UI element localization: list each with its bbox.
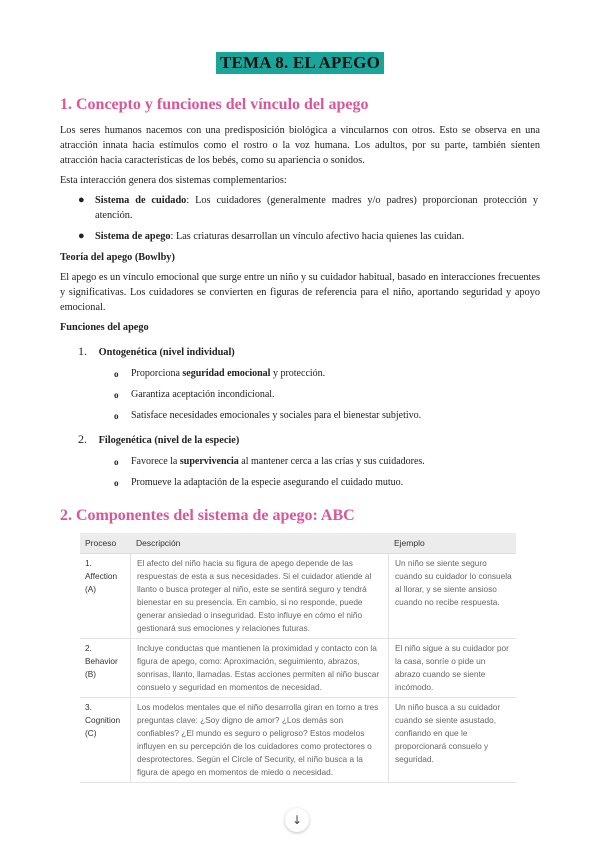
bullet-item: [78, 229, 538, 244]
function-title: Ontogenética (nivel individual): [98, 347, 235, 358]
proceso-number: 3.: [85, 702, 92, 712]
intro-paragraph: Los seres humanos nacemos con una predisposición biológica a vincularnos con otros. Esto se observa en una atracción innata hacia estímulos como el rostro o la voz humana. Los adultos, por su parte, también sienten atracción hacia características de los bebés, como su apariencia o sonidos.: [60, 125, 540, 166]
descripcion-cell: El afecto del niño hacia su figura de apego depende de las respuestas de esta a sus necesidades. Si el cuidador atiende al llanto o busca proteger al niño, este se sentirá seguro y tendrá bienestar en su presencia. En cambio, si no responde, puede generar ansiedad o inseguridad. Esto influye en cómo el niño gestionará sus emociones y relaciones futuras.: [130, 554, 388, 638]
function-subitem: [114, 409, 534, 423]
header-ejemplo: Ejemplo: [394, 537, 425, 548]
table-row: [80, 639, 516, 698]
descripcion-cell: Incluye conductas que mantienen la proximidad y contacto con la figura de apego, como: Aproximación, seguimiento, abrazos, sonrisas, llanto, llamadas. Estas acciones permiten al niño buscar consuelo y seguridad en momentos de necesidad.: [130, 639, 388, 697]
ejemplo-cell: El niño sigue a su cuidador por la casa, sonríe o pide un abrazo cuando se siente incómodo.: [388, 639, 516, 697]
subitem-text: Promueve la adaptación de la especie asegurando el cuidado mutuo.: [131, 477, 404, 488]
function-subitem: [114, 388, 534, 402]
bullet-icon: ●: [78, 194, 85, 206]
circle-bullet-icon: o: [114, 457, 119, 467]
proceso-number: 1.: [85, 558, 92, 568]
arrow-down-icon: ↓: [291, 813, 303, 827]
table-header-row: [80, 533, 516, 554]
proceso-cell: [80, 639, 130, 697]
page-title: TEMA 8. EL APEGO: [216, 52, 384, 74]
function-number: 1.: [78, 344, 87, 358]
table-row: [80, 554, 516, 639]
subitem-bold: seguridad emocional: [182, 368, 271, 379]
proceso-letter: (B): [85, 669, 97, 679]
subitem-text-end: y protección.: [270, 368, 326, 379]
systems-intro: Esta interacción genera dos sistemas complementarios:: [60, 175, 287, 186]
subitem-text: Satisface necesidades emocionales y sociales para el bienestar subjetivo.: [131, 410, 422, 421]
function-subitem: [114, 367, 534, 381]
scroll-down-button[interactable]: [285, 808, 309, 832]
subitem-text: Garantiza aceptación incondicional.: [131, 389, 275, 400]
title-wrapper: [0, 52, 600, 74]
function-item: [78, 344, 235, 360]
bullet-text: : Las criaturas desarrollan un vínculo afectivo hacia quienes las cuidan.: [170, 231, 465, 242]
subitem-text: Favorece la: [131, 456, 180, 467]
proceso-name: Behavior: [85, 656, 118, 666]
proceso-cell: [80, 698, 130, 782]
header-descripcion: Descripción: [136, 537, 181, 548]
function-subitem: [114, 476, 534, 490]
proceso-number: 2.: [85, 643, 92, 653]
section2-heading: 2. Componentes del sistema de apego: ABC: [60, 507, 355, 524]
circle-bullet-icon: o: [114, 478, 119, 488]
function-title: Filogenética (nivel de la especie): [98, 435, 240, 446]
header-proceso: Proceso: [85, 537, 117, 548]
circle-bullet-icon: o: [114, 411, 119, 421]
abc-table: [80, 533, 516, 833]
function-item: [78, 432, 239, 448]
ejemplo-cell: Un niño busca a su cuidador cuando se siente asustado, confiando en que le proporcionará consuelo y seguridad.: [388, 698, 516, 782]
circle-bullet-icon: o: [114, 369, 119, 379]
subitem-bold: supervivencia: [179, 456, 239, 467]
proceso-letter: (C): [85, 728, 97, 738]
functions-heading: Funciones del apego: [60, 322, 149, 333]
bullet-term: Sistema de cuidado: [95, 195, 187, 206]
circle-bullet-icon: o: [114, 390, 119, 400]
descripcion-cell: Los modelos mentales que el niño desarrolla giran en torno a tres preguntas clave: ¿Soy digno de amor? ¿Los demás son confiables? ¿El mundo es seguro o peligroso? Estos modelos influyen en su percepción de los cuidadores como protectores o desprotectores. Según el Circle of Security, el niño busca a la figura de apego en momentos de miedo o necesidad.: [130, 698, 388, 782]
function-subitem: [114, 455, 534, 469]
bullet-term: Sistema de apego: [95, 231, 171, 242]
table-row: [80, 698, 516, 783]
subitem-text-end: al mantener cerca a las crías y sus cuidadores.: [238, 456, 425, 467]
proceso-name: Cognition: [85, 715, 121, 725]
proceso-cell: [80, 554, 130, 638]
proceso-letter: (A): [85, 584, 97, 594]
ejemplo-cell: Un niño se siente seguro cuando su cuidador lo consuela al llorar, y se siente ansioso cuando no recibe respuesta.: [388, 554, 516, 638]
section1-heading: 1. Concepto y funciones del vínculo del apego: [60, 96, 369, 113]
bullet-text: : Los cuidadores (generalmente madres y/o padres) proporcionan protección y atención.: [95, 195, 538, 221]
theory-paragraph: El apego es un vínculo emocional que surge entre un niño y su cuidador habitual, basado en interacciones frecuentes y significativas. Los cuidadores se convierten en figuras de referencia para el niño, aportando seguridad y apoyo emocional.: [60, 272, 540, 313]
bullet-item: [78, 193, 538, 223]
bullet-icon: ●: [78, 230, 85, 242]
proceso-name: Affection: [85, 571, 118, 581]
subitem-text: Proporciona: [131, 368, 183, 379]
theory-heading: Teoría del apego (Bowlby): [60, 252, 175, 263]
function-number: 2.: [78, 432, 87, 446]
